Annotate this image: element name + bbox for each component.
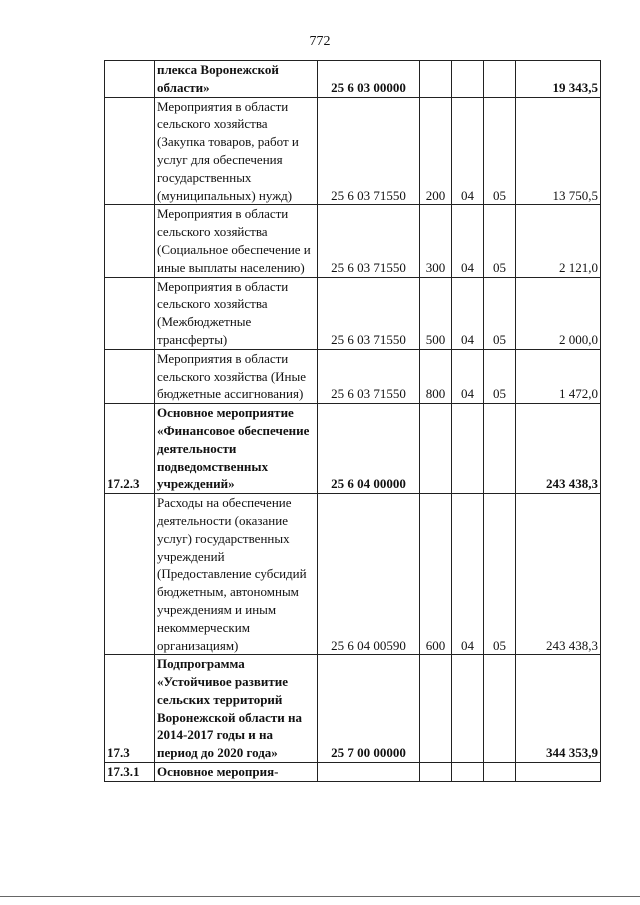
row-subsection (484, 655, 516, 763)
row-number (105, 97, 155, 205)
row-sum: 243 438,3 (516, 404, 601, 494)
row-subsection: 05 (484, 277, 516, 349)
row-number (105, 494, 155, 655)
row-expense-type (420, 763, 452, 782)
row-sum: 1 472,0 (516, 349, 601, 403)
row-subsection (484, 61, 516, 98)
row-number (105, 61, 155, 98)
table-row (105, 655, 601, 763)
row-name: плекса Воронежской области» (155, 61, 318, 98)
row-code: 25 6 03 71550 (318, 349, 420, 403)
row-section (452, 763, 484, 782)
table-row (105, 404, 601, 494)
row-sum: 243 438,3 (516, 494, 601, 655)
row-name: Мероприятия в области сельского хозяйства (Межбюджетные трансферты) (155, 277, 318, 349)
row-section: 04 (452, 277, 484, 349)
row-number: 17.3 (105, 655, 155, 763)
table-row (105, 494, 601, 655)
row-name: Расходы на обеспечение деятельности (оказание услуг) государственных учреждений (Предоставление субсидий бюджетным, автономным учреждениям и иным некоммерческим организациям) (155, 494, 318, 655)
row-name: Основное мероприя- (155, 763, 318, 782)
row-sum: 344 353,9 (516, 655, 601, 763)
row-section: 04 (452, 349, 484, 403)
row-section: 04 (452, 205, 484, 277)
row-section (452, 61, 484, 98)
row-subsection (484, 404, 516, 494)
row-sum: 19 343,5 (516, 61, 601, 98)
row-name: Основное мероприятие «Финансовое обеспечение деятельности подведомственных учреждений» (155, 404, 318, 494)
row-section (452, 404, 484, 494)
row-sum (516, 763, 601, 782)
row-subsection: 05 (484, 97, 516, 205)
row-code: 25 6 04 00590 (318, 494, 420, 655)
row-expense-type: 600 (420, 494, 452, 655)
row-expense-type: 300 (420, 205, 452, 277)
row-code: 25 7 00 00000 (318, 655, 420, 763)
row-expense-type: 800 (420, 349, 452, 403)
row-sum: 13 750,5 (516, 97, 601, 205)
row-number (105, 205, 155, 277)
table-row (105, 277, 601, 349)
row-expense-type (420, 61, 452, 98)
row-code: 25 6 03 00000 (318, 61, 420, 98)
row-code: 25 6 03 71550 (318, 97, 420, 205)
row-name: Мероприятия в области сельского хозяйства (Иные бюджетные ассигнования) (155, 349, 318, 403)
budget-table (104, 60, 601, 782)
row-subsection: 05 (484, 494, 516, 655)
table-row (105, 763, 601, 782)
row-name: Мероприятия в области сельского хозяйства (Закупка товаров, работ и услуг для обеспечения государственных (муниципальных) нужд) (155, 97, 318, 205)
row-name: Мероприятия в области сельского хозяйства (Социальное обеспечение и иные выплаты населению) (155, 205, 318, 277)
row-number (105, 349, 155, 403)
row-expense-type (420, 655, 452, 763)
row-subsection: 05 (484, 205, 516, 277)
table-row (105, 205, 601, 277)
row-code: 25 6 03 71550 (318, 205, 420, 277)
row-expense-type: 200 (420, 97, 452, 205)
row-code: 25 6 03 71550 (318, 277, 420, 349)
row-number (105, 277, 155, 349)
row-sum: 2 000,0 (516, 277, 601, 349)
row-subsection: 05 (484, 349, 516, 403)
row-number: 17.3.1 (105, 763, 155, 782)
page-number: 772 (309, 34, 331, 49)
row-sum: 2 121,0 (516, 205, 601, 277)
row-code (318, 763, 420, 782)
row-name: Подпрограмма «Устойчивое развитие сельских территорий Воронежской области на 2014-2017 годы и на период до 2020 года» (155, 655, 318, 763)
row-section: 04 (452, 494, 484, 655)
table-row (105, 61, 601, 98)
row-code: 25 6 04 00000 (318, 404, 420, 494)
row-number: 17.2.3 (105, 404, 155, 494)
row-expense-type: 500 (420, 277, 452, 349)
table-row (105, 349, 601, 403)
row-subsection (484, 763, 516, 782)
row-section: 04 (452, 97, 484, 205)
row-expense-type (420, 404, 452, 494)
bottom-divider (0, 896, 640, 897)
row-section (452, 655, 484, 763)
table-row (105, 97, 601, 205)
